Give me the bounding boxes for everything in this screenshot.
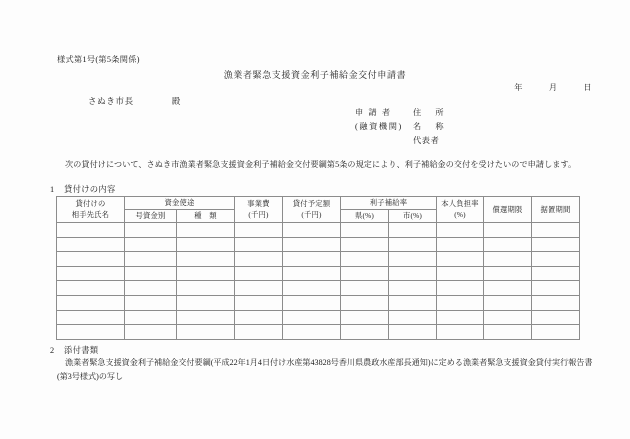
- table-cell[interactable]: [389, 295, 437, 310]
- table-cell[interactable]: [389, 325, 437, 340]
- page-title: 漁業者緊急支援資金利子補給金交付申請書: [223, 70, 407, 80]
- table-cell[interactable]: [283, 295, 341, 310]
- table-cell[interactable]: [283, 237, 341, 252]
- section2-heading: 添付書類: [64, 346, 99, 355]
- table-cell[interactable]: [341, 310, 389, 325]
- table-cell[interactable]: [484, 281, 532, 296]
- table-cell[interactable]: [177, 295, 235, 310]
- table-cell[interactable]: [177, 310, 235, 325]
- table-row: [57, 295, 580, 310]
- table-cell[interactable]: [125, 223, 177, 238]
- table-cell[interactable]: [57, 266, 125, 281]
- table-cell[interactable]: [57, 325, 125, 340]
- date-day: 日: [583, 83, 592, 92]
- loan-details-table: [56, 196, 580, 340]
- table-cell[interactable]: [532, 252, 580, 267]
- table-cell[interactable]: [437, 223, 484, 238]
- addressee-name: さぬき市長: [88, 97, 134, 106]
- table-cell[interactable]: [484, 266, 532, 281]
- col-planned-loan-line2: (千円): [301, 209, 322, 219]
- applicant-representative-label: 代表者: [413, 136, 440, 145]
- table-cell[interactable]: [437, 281, 484, 296]
- addressee-honorific: 殿: [171, 97, 182, 106]
- col-subsidy-rate-city: 市(%): [389, 210, 437, 223]
- applicant-name-label: 名 称: [413, 122, 447, 131]
- table-cell[interactable]: [484, 223, 532, 238]
- lending-institution-label: (融資機関): [355, 122, 403, 131]
- table-cell[interactable]: [235, 252, 283, 267]
- section2-number: 2: [50, 346, 55, 355]
- table-cell[interactable]: [125, 281, 177, 296]
- table-row: [57, 281, 580, 296]
- table-cell[interactable]: [283, 223, 341, 238]
- table-cell[interactable]: [283, 252, 341, 267]
- col-borrower-name: [57, 197, 125, 223]
- applicant-name-row: [355, 120, 447, 134]
- table-cell[interactable]: [235, 281, 283, 296]
- table-cell[interactable]: [341, 266, 389, 281]
- col-self-burden-line2: (%): [454, 209, 466, 219]
- table-cell[interactable]: [532, 266, 580, 281]
- applicant-spacer: [355, 134, 413, 148]
- table-cell[interactable]: [437, 252, 484, 267]
- col-borrower-name-line2: 相手先氏名: [71, 209, 110, 219]
- table-cell[interactable]: [283, 325, 341, 340]
- col-deferment-period: 据置期間: [532, 197, 580, 223]
- table-cell[interactable]: [484, 325, 532, 340]
- col-fund-use-type: 号資金別: [125, 210, 177, 223]
- table-cell[interactable]: [177, 223, 235, 238]
- table-cell[interactable]: [341, 295, 389, 310]
- section-heading-attachments: [50, 344, 98, 356]
- table-cell[interactable]: [437, 310, 484, 325]
- table-cell[interactable]: [532, 223, 580, 238]
- table-cell[interactable]: [125, 325, 177, 340]
- table-row: [57, 266, 580, 281]
- table-cell[interactable]: [125, 310, 177, 325]
- table-cell[interactable]: [177, 325, 235, 340]
- table-cell[interactable]: [389, 223, 437, 238]
- table-cell[interactable]: [341, 223, 389, 238]
- table-cell[interactable]: [57, 295, 125, 310]
- table-cell[interactable]: [341, 325, 389, 340]
- application-statement: 次の貸付けについて、さぬき市漁業者緊急支援資金利子補給金交付要綱第5条の規定により、利子補給金の交付を受けたいので申請します。: [65, 160, 577, 169]
- table-cell[interactable]: [484, 237, 532, 252]
- table-cell[interactable]: [532, 325, 580, 340]
- table-cell[interactable]: [177, 266, 235, 281]
- table-cell[interactable]: [57, 252, 125, 267]
- table-cell[interactable]: [389, 310, 437, 325]
- applicant-representative-row: [355, 134, 447, 148]
- table-cell[interactable]: [437, 325, 484, 340]
- col-repayment-deadline: 償還期限: [484, 197, 532, 223]
- table-cell[interactable]: [177, 281, 235, 296]
- table-cell[interactable]: [235, 237, 283, 252]
- table-cell[interactable]: [532, 295, 580, 310]
- date-month: 月: [548, 83, 558, 92]
- table-cell[interactable]: [235, 266, 283, 281]
- applicant-label: 申 請 者: [355, 108, 392, 117]
- table-cell[interactable]: [532, 237, 580, 252]
- col-self-burden-line1: 本人負担率: [441, 199, 479, 208]
- table-cell[interactable]: [389, 266, 437, 281]
- table-cell[interactable]: [57, 310, 125, 325]
- table-cell[interactable]: [437, 237, 484, 252]
- table-cell[interactable]: [125, 237, 177, 252]
- col-subsidy-rate-group: 利子補給率: [341, 197, 437, 210]
- col-fund-use-kind: 種 類: [177, 210, 235, 223]
- section-heading-loan-details: [50, 183, 116, 195]
- applicant-block: [355, 106, 447, 148]
- table-cell[interactable]: [177, 237, 235, 252]
- col-project-cost-line2: (千円): [248, 209, 269, 219]
- applicant-address-row: [355, 106, 447, 120]
- table-cell[interactable]: [532, 281, 580, 296]
- table-cell[interactable]: [283, 266, 341, 281]
- table-cell[interactable]: [57, 237, 125, 252]
- table-cell[interactable]: [437, 295, 484, 310]
- table-body: [57, 223, 580, 340]
- table-cell[interactable]: [389, 281, 437, 296]
- applicant-address-label: 住 所: [413, 108, 447, 117]
- table-cell[interactable]: [125, 252, 177, 267]
- col-fund-use-group: 資金使途: [125, 197, 235, 210]
- table-cell[interactable]: [484, 310, 532, 325]
- table-cell[interactable]: [484, 295, 532, 310]
- table-cell[interactable]: [437, 266, 484, 281]
- date-year: 年: [514, 83, 523, 92]
- table-row: [57, 252, 580, 267]
- table-cell[interactable]: [235, 325, 283, 340]
- table-cell[interactable]: [235, 310, 283, 325]
- table-cell[interactable]: [125, 266, 177, 281]
- col-project-cost: [235, 197, 283, 223]
- col-planned-loan-line1: 貸付予定額: [292, 199, 331, 208]
- table-header: [57, 197, 580, 223]
- table-cell[interactable]: [57, 223, 125, 238]
- table-row: [57, 237, 580, 252]
- table-cell[interactable]: [389, 252, 437, 267]
- date-line: [514, 82, 592, 93]
- table-cell[interactable]: [283, 281, 341, 296]
- table-cell[interactable]: [341, 237, 389, 252]
- table-header-row-1: [57, 197, 580, 210]
- table-cell[interactable]: [532, 310, 580, 325]
- addressee: [88, 95, 181, 107]
- section1-number: 1: [50, 185, 55, 194]
- col-planned-loan: [283, 197, 341, 223]
- table-row: [57, 223, 580, 238]
- table-cell[interactable]: [389, 237, 437, 252]
- section1-heading: 貸付けの内容: [64, 185, 116, 194]
- table-row: [57, 325, 580, 340]
- table-cell[interactable]: [125, 295, 177, 310]
- col-borrower-name-line1: 貸付けの: [75, 199, 106, 208]
- table-row: [57, 310, 580, 325]
- table-cell[interactable]: [484, 252, 532, 267]
- form-number: 様式第1号(第5条関係): [57, 55, 140, 64]
- table-cell[interactable]: [235, 295, 283, 310]
- table-cell[interactable]: [341, 252, 389, 267]
- table-cell[interactable]: [341, 281, 389, 296]
- col-self-burden-rate: [437, 197, 484, 223]
- table-cell[interactable]: [283, 310, 341, 325]
- table-cell[interactable]: [177, 252, 235, 267]
- table-cell[interactable]: [235, 223, 283, 238]
- col-project-cost-line1: 事業費: [247, 199, 270, 208]
- table-cell[interactable]: [57, 281, 125, 296]
- attachment-body: 漁業者緊急支援資金利子補給金交付要綱(平成22年1月4日付け水産第43828号香川県農政水産部長通知)に定める漁業者緊急支援資金貸付実行報告書(第3号様式)の写し: [57, 358, 593, 381]
- col-subsidy-rate-pref: 県(%): [341, 210, 389, 223]
